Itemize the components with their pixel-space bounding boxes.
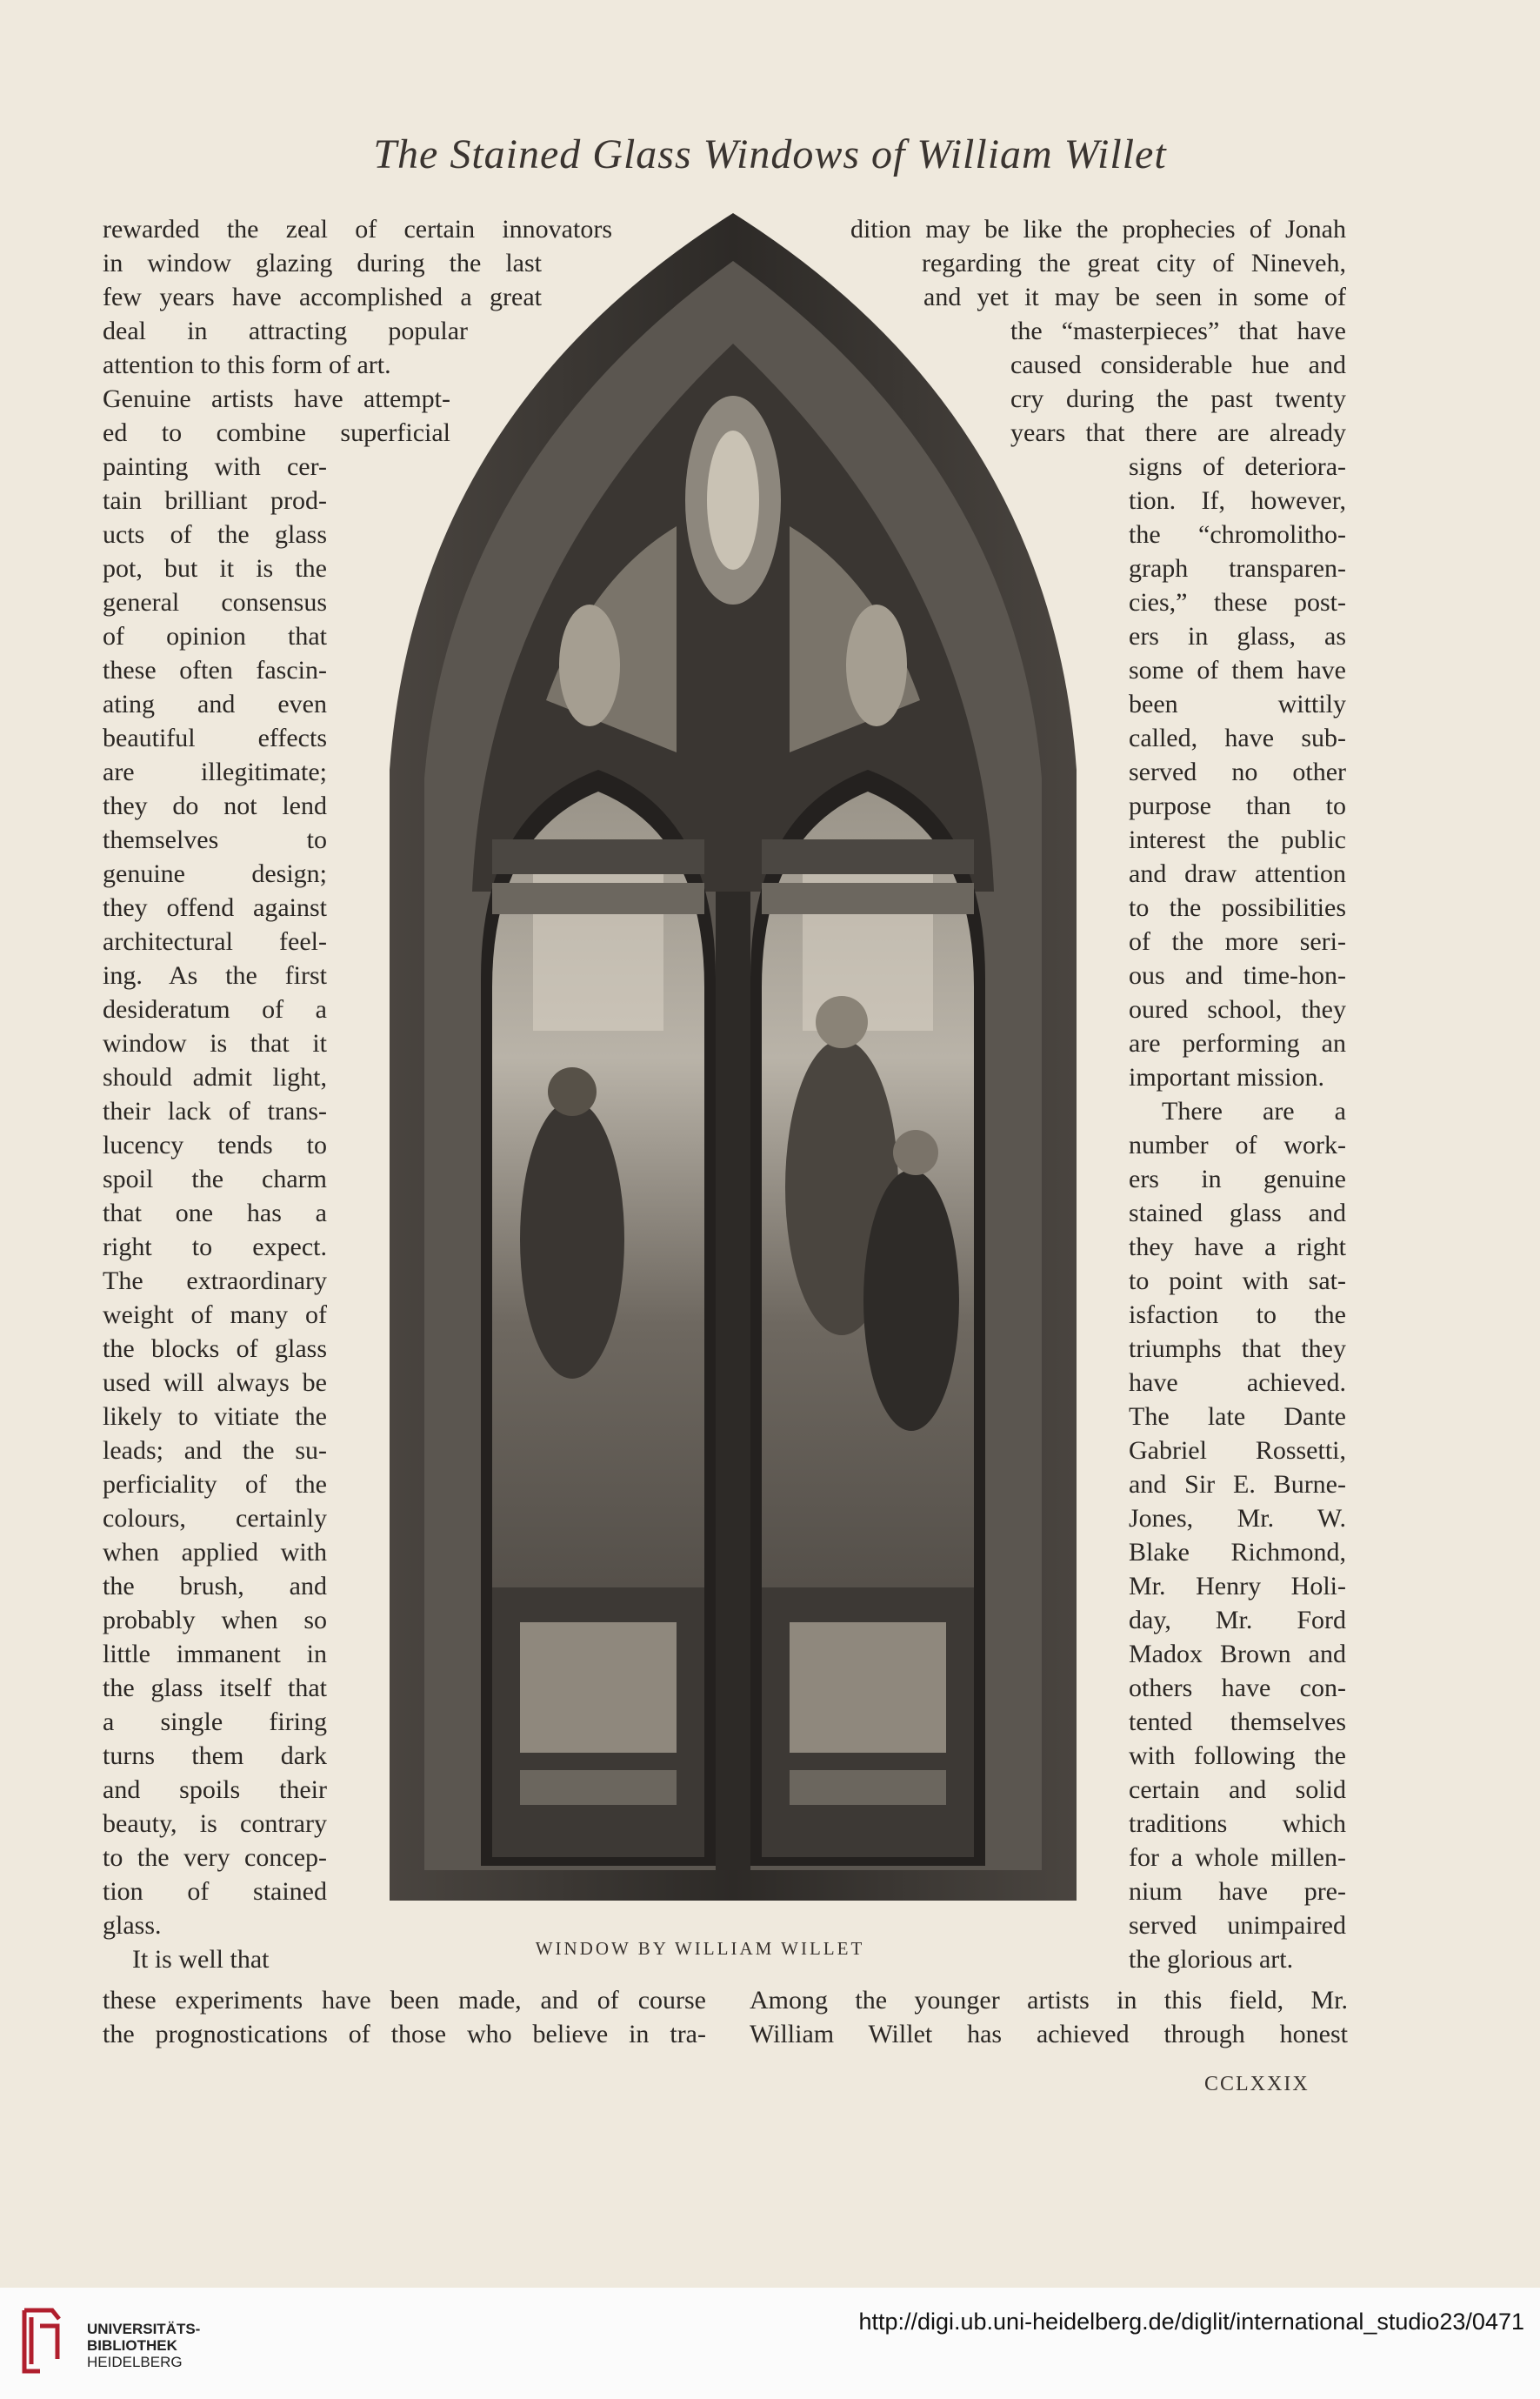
text-line: genuine design; — [103, 859, 327, 888]
text-line: they have a right — [1129, 1233, 1346, 1261]
text-line: likely to vitiate the — [103, 1402, 327, 1431]
text-line: of the more seri- — [1129, 927, 1346, 956]
text-line: their lack of trans- — [103, 1097, 327, 1126]
text-line: tain brilliant prod- — [103, 486, 327, 515]
library-name-line: UNIVERSITÄTS- — [87, 2321, 201, 2337]
text-line: Blake Richmond, — [1129, 1538, 1346, 1567]
text-line: the “masterpieces” that have — [1010, 317, 1346, 345]
text-line: Jones, Mr. W. — [1129, 1504, 1346, 1533]
text-line: graph transparen- — [1129, 554, 1346, 583]
text-line: There are a — [1162, 1097, 1346, 1126]
text-line: themselves to — [103, 825, 327, 854]
text-line: purpose than to — [1129, 792, 1346, 820]
text-line: isfaction to the — [1129, 1300, 1346, 1329]
text-line: beautiful effects — [103, 724, 327, 752]
text-line: tented themselves — [1129, 1707, 1346, 1736]
text-line: dition may be like the prophecies of Jonah — [850, 215, 1346, 244]
text-line: spoil the charm — [103, 1165, 327, 1193]
text-line: used will always be — [103, 1368, 327, 1397]
text-line: and Sir E. Burne- — [1129, 1470, 1346, 1499]
text-line: have achieved. — [1129, 1368, 1346, 1397]
text-line: The extraordinary — [103, 1266, 327, 1295]
library-name — [87, 2321, 200, 2370]
text-line: ous and time-hon- — [1129, 961, 1346, 990]
text-line: Mr. Henry Holi- — [1129, 1572, 1346, 1600]
text-line: William Willet has achieved through honest — [750, 2020, 1348, 2048]
text-line: general consensus — [103, 588, 327, 617]
text-line: and yet it may be seen in some of — [923, 283, 1346, 311]
text-line: of opinion that — [103, 622, 327, 651]
text-line: ed to combine superficial — [103, 418, 450, 447]
text-line: Genuine artists have attempt- — [103, 384, 450, 413]
text-line: Among the younger artists in this field, Mr. — [750, 1986, 1348, 2015]
text-line: weight of many of — [103, 1300, 327, 1329]
text-line: day, Mr. Ford — [1129, 1606, 1346, 1634]
text-line: certain and solid — [1129, 1775, 1346, 1804]
text-line: should admit light, — [103, 1063, 327, 1092]
text-line: these often fascin- — [103, 656, 327, 685]
text-line: the “chromolitho- — [1129, 520, 1346, 549]
text-line: ers in genuine — [1129, 1165, 1346, 1193]
text-line: they offend against — [103, 893, 327, 922]
text-line: Madox Brown and — [1129, 1640, 1346, 1668]
text-line: It is well that — [132, 1945, 270, 1974]
text-line: deal in attracting popular — [103, 317, 468, 345]
text-line: right to expect. — [103, 1233, 327, 1261]
text-line: pot, but it is the — [103, 554, 327, 583]
text-line: caused considerable hue and — [1010, 351, 1346, 379]
text-line: served unimpaired — [1129, 1911, 1346, 1940]
text-line: Gabriel Rossetti, — [1129, 1436, 1346, 1465]
text-line: stained glass and — [1129, 1199, 1346, 1227]
text-line: glass. — [103, 1911, 162, 1940]
text-line: the glorious art. — [1129, 1945, 1294, 1974]
text-line: lucency tends to — [103, 1131, 327, 1159]
text-line: beauty, is contrary — [103, 1809, 327, 1838]
text-line: and spoils their — [103, 1775, 327, 1804]
text-line: served no other — [1129, 758, 1346, 786]
text-line: probably when so — [103, 1606, 327, 1634]
text-line: ucts of the glass — [103, 520, 327, 549]
library-footer — [0, 2288, 1540, 2399]
text-line: little immanent in — [103, 1640, 327, 1668]
text-line: the brush, and — [103, 1572, 327, 1600]
text-line: years that there are already — [1010, 418, 1346, 447]
figure-caption: WINDOW BY WILLIAM WILLET — [535, 1938, 865, 1959]
text-line: The late Dante — [1129, 1402, 1346, 1431]
text-line: ing. As the first — [103, 961, 327, 990]
text-line: the blocks of glass — [103, 1334, 327, 1363]
text-line: rewarded the zeal of certain innovators — [103, 215, 612, 244]
text-line: few years have accomplished a great — [103, 283, 542, 311]
text-line: to the very concep- — [103, 1843, 327, 1872]
text-line: regarding the great city of Nineveh, — [922, 249, 1346, 277]
text-line: cry during the past twenty — [1010, 384, 1346, 413]
text-line: perficiality of the — [103, 1470, 327, 1499]
text-line: triumphs that they — [1129, 1334, 1346, 1363]
text-line: with following the — [1129, 1741, 1346, 1770]
text-line: window is that it — [103, 1029, 327, 1058]
text-line: are performing an — [1129, 1029, 1346, 1058]
library-logo-icon — [17, 2307, 66, 2376]
text-line: some of them have — [1129, 656, 1346, 685]
text-line: architectural feel- — [103, 927, 327, 956]
text-line: called, have sub- — [1129, 724, 1346, 752]
stained-glass-window-illustration — [390, 213, 1077, 1901]
text-line: the glass itself that — [103, 1674, 327, 1702]
text-line: attention to this form of art. — [103, 351, 391, 379]
text-line: number of work- — [1129, 1131, 1346, 1159]
text-line: colours, certainly — [103, 1504, 327, 1533]
text-line: a single firing — [103, 1707, 327, 1736]
text-line: signs of deteriora- — [1129, 452, 1346, 481]
library-name-line: HEIDELBERG — [87, 2354, 183, 2370]
text-line: nium have pre- — [1129, 1877, 1346, 1906]
text-line: desideratum of a — [103, 995, 327, 1024]
text-line: interest the public — [1129, 825, 1346, 854]
text-line: to point with sat- — [1129, 1266, 1346, 1295]
text-line: these experiments have been made, and of course — [103, 1986, 706, 2015]
page-number: CCLXXIX — [1204, 2073, 1310, 2095]
text-line: that one has a — [103, 1199, 327, 1227]
text-line: they do not lend — [103, 792, 327, 820]
library-name-line: BIBLIOTHEK — [87, 2337, 177, 2354]
text-line: when applied with — [103, 1538, 327, 1567]
text-line: ers in glass, as — [1129, 622, 1346, 651]
text-line: ating and even — [103, 690, 327, 718]
text-line: in window glazing during the last — [103, 249, 542, 277]
text-line: oured school, they — [1129, 995, 1346, 1024]
text-line: been wittily — [1129, 690, 1346, 718]
text-line: to the possibilities — [1129, 893, 1346, 922]
text-line: are illegitimate; — [103, 758, 327, 786]
text-line: the prognostications of those who believe in tra- — [103, 2020, 706, 2048]
text-line: turns them dark — [103, 1741, 327, 1770]
text-line: painting with cer- — [103, 452, 327, 481]
text-line: important mission. — [1129, 1063, 1324, 1092]
text-line: tion of stained — [103, 1877, 327, 1906]
text-line: leads; and the su- — [103, 1436, 327, 1465]
text-line: traditions which — [1129, 1809, 1346, 1838]
text-line: for a whole millen- — [1129, 1843, 1346, 1872]
page-title: The Stained Glass Windows of William Willet — [373, 131, 1167, 177]
text-line: others have con- — [1129, 1674, 1346, 1702]
text-line: tion. If, however, — [1129, 486, 1346, 515]
source-url-link[interactable]: http://digi.ub.uni-heidelberg.de/diglit/international_studio23/0471 — [858, 2309, 1524, 2335]
text-line: and draw attention — [1129, 859, 1346, 888]
text-line: cies,” these post- — [1129, 588, 1346, 617]
